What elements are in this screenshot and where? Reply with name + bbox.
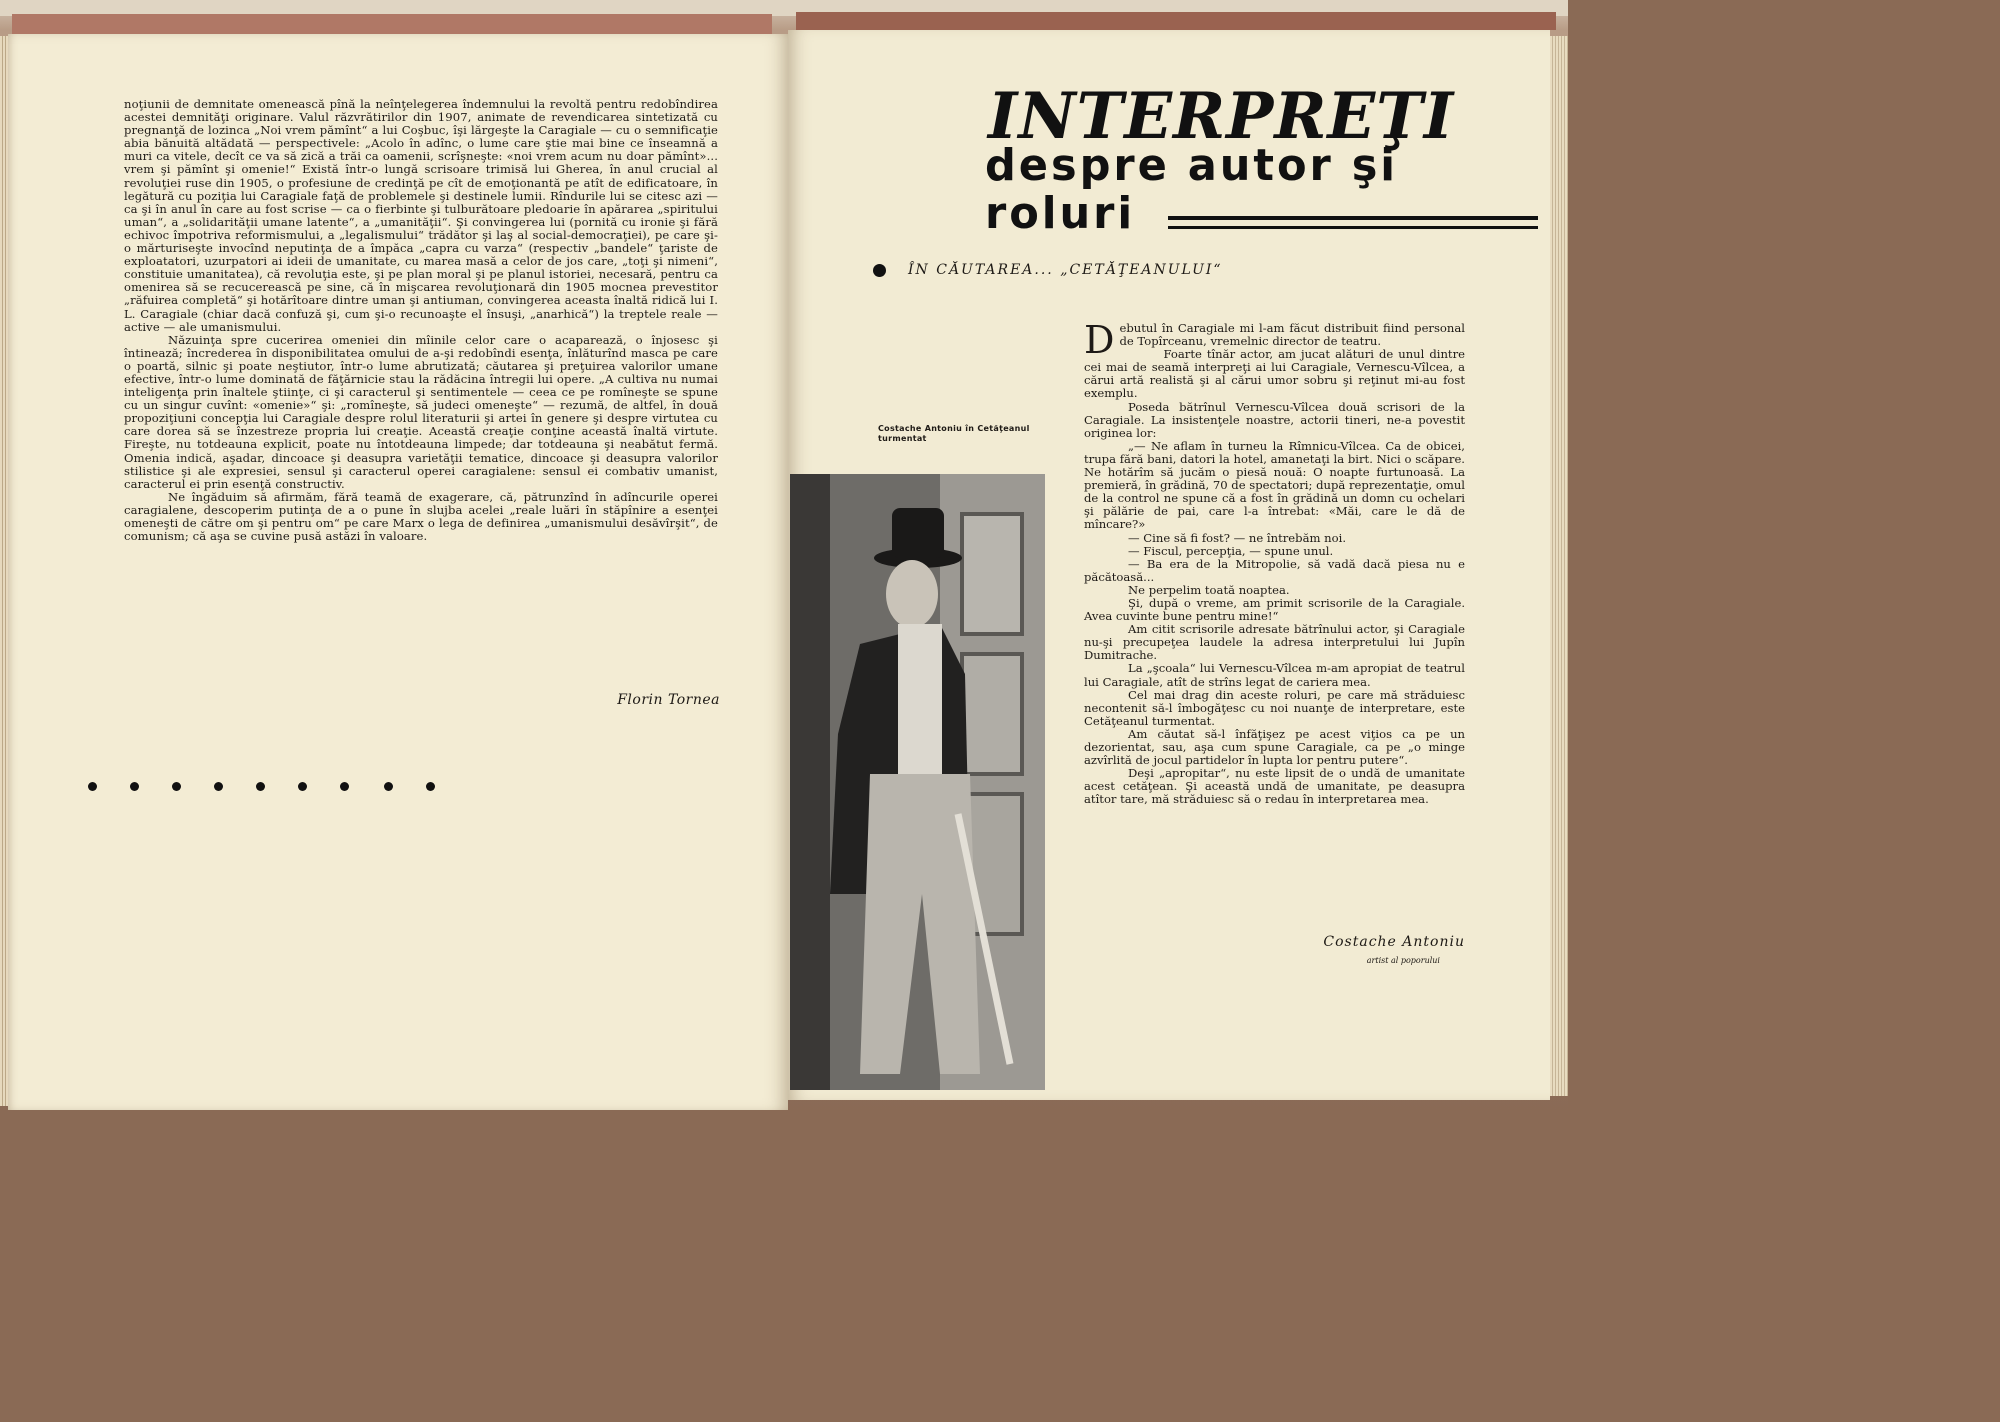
- bullet-dot: [340, 782, 349, 791]
- right-signature: Costache Antoniu: [1323, 934, 1465, 950]
- bullet-dot: [298, 782, 307, 791]
- right-paragraph: — Cine să fi fost? — ne întrebăm noi.: [1128, 530, 1346, 545]
- right-paragraph: „— Ne aflam în turneu la Rîmnicu-Vîlcea. Ca de obicei, trupa fără bani, datori la hotel, amanetaţi la birt. Nici o scăpare. Ne hotărîm să jucăm o piesă nouă: O noapte furtunoasă. La premieră, în grădină, 70 de spectatori; după reprezentaţie, omul de la control ne spune că a fost în grădină un domn cu ochelari şi pălărie de pai, care l-a întrebat: «Măi, care le dă de mîncare?»: [1084, 438, 1465, 532]
- left-signature: Florin Tornea: [617, 692, 720, 708]
- right-article-body: [1084, 318, 1465, 807]
- binding-edge-right: [796, 12, 1556, 30]
- left-paragraph: Năzuinţa spre cucerirea omeniei din mîinile celor care o acaparează, o înjosesc şi întinează; încrederea în disponibilitatea omului de a-şi redobîndi esenţa, înlăturînd masca pe care o poartă, silnic şi poate neştiutor, într-o lume abrutizată; căutarea şi preţuirea valorilor umane efective, într-o lume dominată de făţărnicie stau la rădăcina întregii lui opere. „A cultiva nu numai inteligenţa prin înaltele ştiinţe, ci şi caracterul şi sentimentele — ceea ce pe romîneşte se spune cu un singur cuvînt: «omenie»“ şi: „romîneşte, să judeci omeneşte“ — rezumă, de altfel, în două propoziţiuni concepţia lui Caragiale despre rolul literaturii şi artei în genere şi despre virtutea cu care dorea să se înzestreze propria lui creaţie. Această creaţie conţine această înaltă virtute. Fireşte, nu totdeauna explicit, poate nu întotdeauna limpede; dar totdeauna şi neabătut fermă. Omenia indică, aşadar, dincoace şi deasupra varietăţii tematice, dincoace şi deasupra valorilor stilistice şi ale expresiei, sensul şi caracterul operei caragialene: sensul ei combativ umanist, caracterul ei prin esenţă constructiv.: [124, 332, 718, 491]
- title-rule: [1168, 226, 1538, 229]
- right-paragraph: Poseda bătrînul Vernescu-Vîlcea două scrisori de la Caragiale. La insistenţele noastre, actorii tineri, ne-a povestit originea lor:: [1084, 399, 1465, 440]
- right-paragraph: — Ba era de la Mitropolie, să vadă dacă piesa nu e păcătoasă...: [1084, 556, 1465, 584]
- binding-edge-left: [12, 14, 772, 34]
- actor-photo: [790, 474, 1045, 1090]
- page-stack-right: [1550, 36, 1568, 1096]
- signature-role: artist al poporului: [1366, 956, 1440, 965]
- article-title: INTERPREŢI: [988, 79, 1455, 154]
- right-paragraph: Şi, după o vreme, am primit scrisorile de la Caragiale. Avea cuvinte bune pentru mine!“: [1084, 595, 1465, 624]
- bullet-dot: [426, 782, 435, 791]
- left-paragraph: noţiunii de demnitate omenească pînă la neînţelegerea îndemnului la revoltă pentru redobîndirea acestei demnităţi originare. Valul răzvrătirilor din 1907, animate de revendicarea sintetizată cu pregnanţă de lozinca „Noi vrem pămînt“ a lui Coşbuc, îşi lărgeşte la Caragiale — cu o semnificaţie abia bănuită altădată — perspectivele: „Acolo în adînc, o lume care ştie mai bine ce înseamnă a muri ca vitele, decît ce va să zică a trăi ca oamenii, scrîşneşte: «noi vrem acum nu doar pămînt»... vrem şi pămînt şi omenie!“ Există într-o lungă scrisoare trimisă lui Gherea, în anul crucial al revoluţiei ruse din 1905, o profesiune de credinţă pe cît de emoţionantă pe atît de edificatoare, în legătură cu poziţia lui Caragiale faţă de problemele şi destinele lumii. Rîndurile lui se citesc azi — ca şi în anul în care au fost scrise — ca o fierbinte şi tulburătoare pledoarie în apărarea „spiritului uman“, a „solidarităţii umane latente“, a „umanităţii“. Şi convingerea lui (pornită cu ironie şi fără echivoc împotriva reformismului, a „legalismului“ trădător şi laş al social-democraţiei), pe care şi-o mărturiseşte invocînd neputinţa de a împăca „capra cu varza“ (respectiv „bandele“ ţariste de exploatatori, uzurpatori ai ideii de umanitate, cu marea masă a celor de jos care, „toţi şi nimeni“, constituie umanitatea), că revoluţia este, şi pe plan moral şi pe planul istoriei, necesară, pentru ca omenirea să se recucerească pe sine, că în mişcarea revoluţionară din 1905 mocnea prevestitor „răfuirea completă“ şi hotărîtoare dintre uman şi antiuman, convingerea aceasta înaltă ridică lui I. L. Caragiale (chiar dacă confuză şi, cum şi-o recunoaşte el însuşi, „anarhică“) la treptele reale — active — ale umanismului.: [124, 97, 718, 334]
- title-rule: [1168, 216, 1538, 220]
- right-paragraph: La „şcoala“ lui Vernescu-Vîlcea m-am apropiat de teatrul lui Caragiale, atît de strîns legat de cariera mea.: [1084, 661, 1465, 689]
- right-paragraph: — Fiscul, percepţia, — spune unul.: [1128, 543, 1334, 558]
- right-paragraph: Ne perpelim toată noaptea.: [1128, 582, 1290, 597]
- right-paragraph: Foarte tînăr actor, am jucat alături de unul dintre cei mai de seamă interpreţi ai lui Caragiale, Vernescu-Vîlcea, a cărui artă realistă şi al cărui umor sobru şi reţinut mi-au fost exemplu.: [1084, 347, 1465, 401]
- bullet-dot: [256, 782, 265, 791]
- bullet-dot: [384, 782, 393, 791]
- actor-illustration: [790, 474, 1045, 1090]
- left-paragraph: Ne îngăduim să afirmăm, fără teamă de exagerare, că, pătrunzînd în adîncurile operei caragialene, descoperim putinţa de a o pune în slujba acelei „reale luări în stăpînire a esenţei omeneşti de către om şi pentru om“ pe care Marx o lega de definirea „umanismului desăvîrşit“, de comunism; că aşa se cuvine pusă astăzi în valoare.: [124, 489, 718, 544]
- right-paragraph: Cel mai drag din aceste roluri, pe care mă străduiesc necontenit să-l îmbogăţesc cu noi nuanţe de interpretare, este Cetăţeanul turmentat.: [1084, 687, 1465, 728]
- photo-caption: Costache Antoniu în Cetăţeanul turmentat: [878, 424, 1030, 443]
- right-paragraph: Debutul în Caragiale mi l-am făcut distribuit fiind personal de Topîrceanu, vremelnic director de teatru.: [1084, 318, 1465, 362]
- dot-divider: [88, 778, 448, 798]
- bullet-dot: [214, 782, 223, 791]
- article-subtitle: despre autor şi roluri: [985, 140, 1399, 239]
- right-paragraph: Deşi „apropitar“, nu este lipsit de o undă de umanitate acest cetăţean. Şi această undă de umanitate, pe deasupra atîtor tare, mă străduiesc să o redau în interpretarea mea.: [1084, 766, 1465, 807]
- bullet-dot: [88, 782, 97, 791]
- right-paragraph: Am căutat să-l înfăţişez pe acest viţios ca pe un dezorientat, sau, aşa cum spune Caragiale, ca pe „o minge azvîrlită de jocul partidelor în lupta lor pentru putere“.: [1084, 726, 1465, 768]
- right-paragraph: Am citit scrisorile adresate bătrînului actor, şi Caragiale nu-şi precupeţea laudele la adresa interpretului lui Jupîn Dumitrache.: [1084, 622, 1465, 663]
- section-bullet: [873, 264, 886, 277]
- bullet-dot: [130, 782, 139, 791]
- bullet-dot: [172, 782, 181, 791]
- left-article-body: [124, 98, 718, 543]
- section-heading: ÎN CĂUTAREA... „CETĂŢEANULUI“: [908, 262, 1223, 278]
